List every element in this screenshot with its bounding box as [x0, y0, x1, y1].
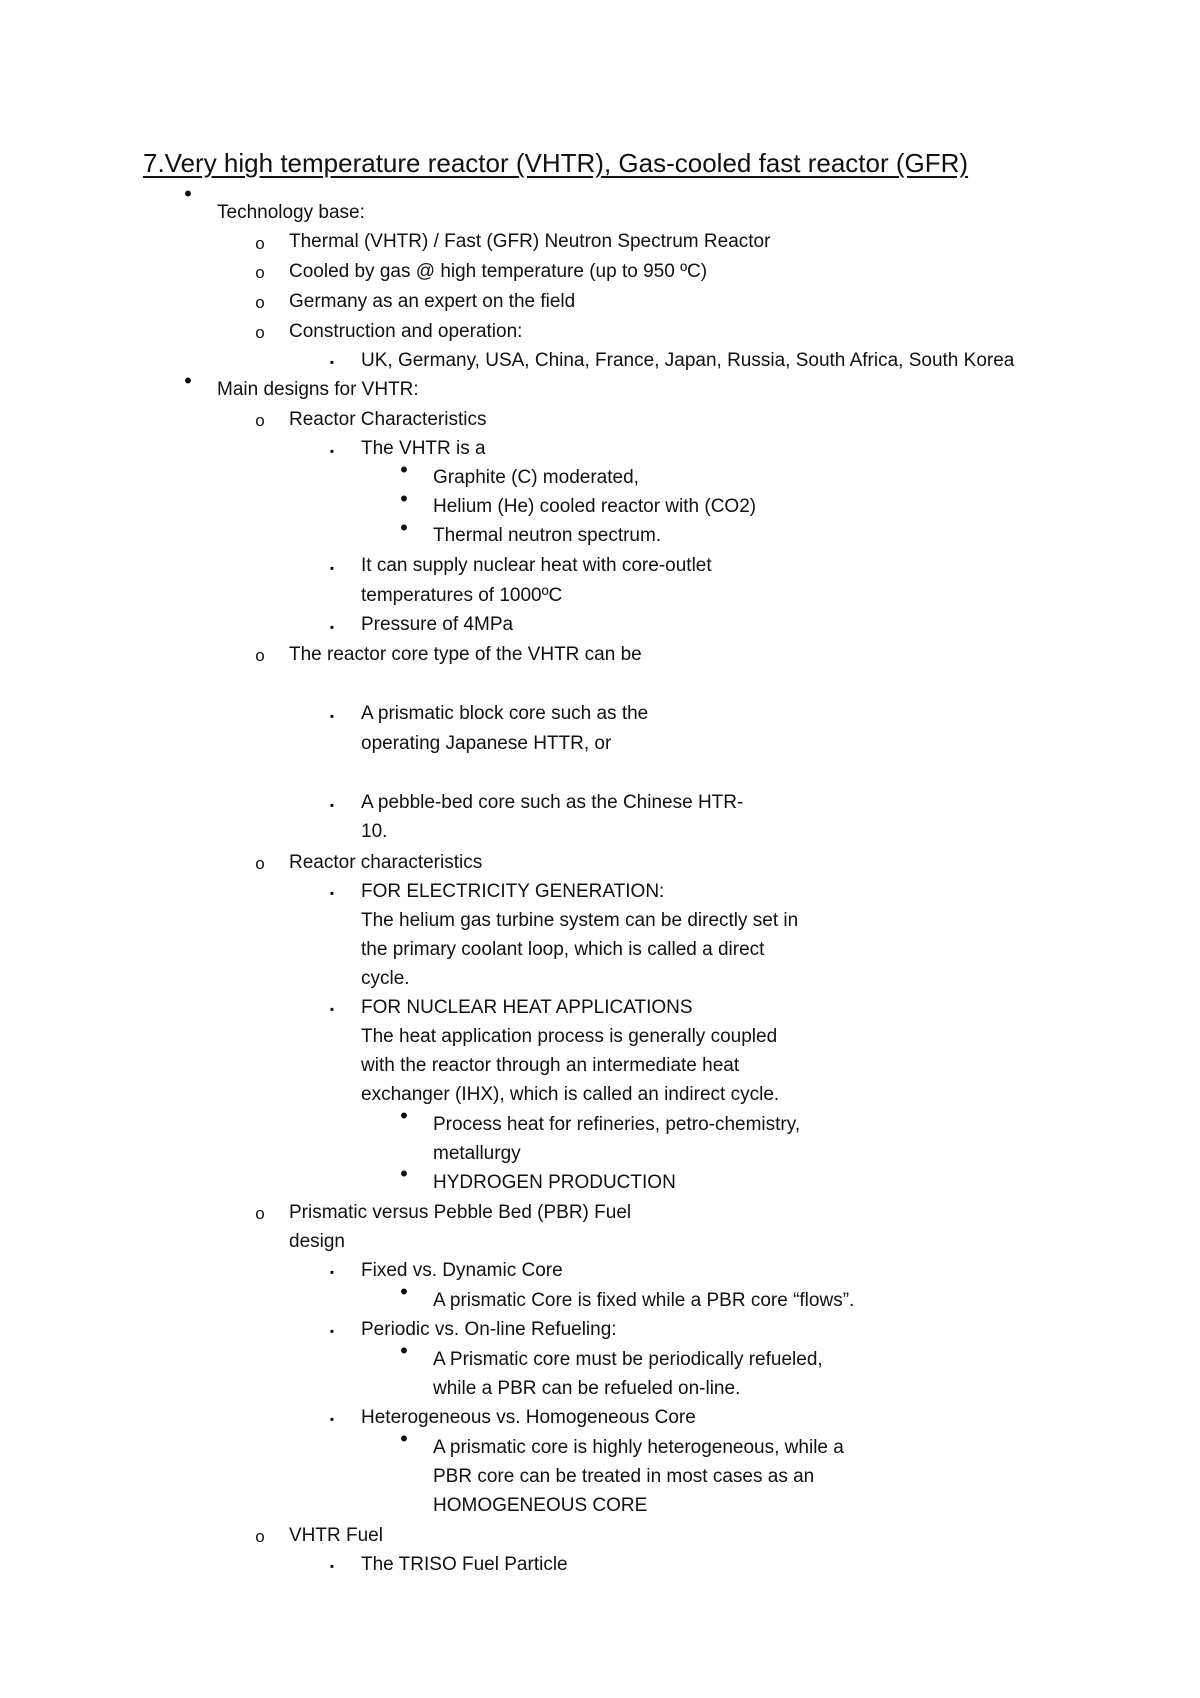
list-item: A pebble-bed core such as the Chinese HTR-: [361, 792, 744, 813]
list-item: The TRISO Fuel Particle: [361, 1554, 568, 1575]
bullet-level2: o: [255, 411, 265, 430]
list-item: Helium (He) cooled reactor with (CO2): [433, 496, 757, 517]
list-item-continuation: 10.: [361, 821, 388, 842]
list-item: A prismatic core is highly heterogeneous, while a: [433, 1437, 844, 1458]
list-item-continuation: HOMOGENEOUS CORE: [433, 1495, 648, 1516]
list-item-continuation: while a PBR can be refueled on-line.: [433, 1378, 741, 1399]
list-item-main-designs: Main designs for VHTR:: [217, 379, 419, 400]
list-item: HYDROGEN PRODUCTION: [433, 1172, 676, 1193]
list-item: Reactor characteristics: [289, 852, 483, 873]
list-item: Thermal neutron spectrum.: [433, 525, 662, 546]
list-item-continuation: The helium gas turbine system can be directly set in: [361, 910, 799, 931]
list-item: The VHTR is a: [361, 438, 486, 459]
list-item: FOR NUCLEAR HEAT APPLICATIONS: [361, 997, 693, 1018]
bullet-level4: •: [400, 1161, 408, 1186]
list-item: A prismatic Core is fixed while a PBR core “flows”.: [433, 1290, 855, 1311]
bullet-level2: o: [255, 293, 265, 312]
bullet-level3: ▪: [329, 1002, 335, 1016]
bullet-level2: o: [255, 854, 265, 873]
list-item: Prismatic versus Pebble Bed (PBR) Fuel: [289, 1202, 632, 1223]
list-item: Construction and operation:: [289, 321, 523, 342]
bullet-level3: ▪: [329, 1412, 335, 1426]
list-item-continuation: the primary coolant loop, which is called a direct: [361, 939, 765, 960]
list-item: Process heat for refineries, petro-chemistry,: [433, 1114, 801, 1135]
bullet-level4: •: [400, 486, 408, 511]
bullet-level4: •: [400, 457, 408, 482]
list-item: Graphite (C) moderated,: [433, 467, 639, 488]
list-item: A prismatic block core such as the: [361, 703, 649, 724]
list-item-technology-base: Technology base:: [217, 202, 365, 223]
bullet-level4: •: [400, 1338, 408, 1363]
bullet-level3: ▪: [329, 355, 335, 369]
bullet-level3: ▪: [329, 798, 335, 812]
list-item: Thermal (VHTR) / Fast (GFR) Neutron Spectrum Reactor: [289, 231, 771, 252]
bullet-level3: ▪: [329, 1559, 335, 1573]
list-item: Periodic vs. On-line Refueling:: [361, 1319, 617, 1340]
list-item: Germany as an expert on the field: [289, 291, 576, 312]
bullet-level3: ▪: [329, 886, 335, 900]
list-item-continuation: temperatures of 1000ºC: [361, 585, 563, 606]
list-item-continuation: exchanger (IHX), which is called an indirect cycle.: [361, 1084, 780, 1105]
bullet-level4: •: [400, 1426, 408, 1451]
list-item: FOR ELECTRICITY GENERATION:: [361, 881, 665, 902]
list-item: UK, Germany, USA, China, France, Japan, Russia, South Africa, South Korea: [361, 350, 1015, 371]
list-item: Cooled by gas @ high temperature (up to 950 ºC): [289, 261, 708, 282]
bullet-level3: ▪: [329, 1265, 335, 1279]
bullet-level3: ▪: [329, 561, 335, 575]
bullet-level4: •: [400, 515, 408, 540]
list-item: Fixed vs. Dynamic Core: [361, 1260, 563, 1281]
list-item-continuation: design: [289, 1231, 345, 1252]
bullet-level3: ▪: [329, 444, 335, 458]
list-item-continuation: cycle.: [361, 968, 410, 989]
section-title: 7.Very high temperature reactor (VHTR), Gas-cooled fast reactor (GFR): [143, 148, 969, 178]
list-item-continuation: operating Japanese HTTR, or: [361, 733, 612, 754]
bullet-level2: o: [255, 323, 265, 342]
list-item: Heterogeneous vs. Homogeneous Core: [361, 1407, 696, 1428]
bullet-level2: o: [255, 646, 265, 665]
bullet-level2: o: [255, 1527, 265, 1546]
list-item: Pressure of 4MPa: [361, 614, 514, 635]
bullet-level3: ▪: [329, 1324, 335, 1338]
bullet-level3: ▪: [329, 620, 335, 634]
list-item: A Prismatic core must be periodically refueled,: [433, 1349, 823, 1370]
bullet-level1: •: [184, 181, 192, 206]
bullet-level4: •: [400, 1279, 408, 1304]
bullet-level2: o: [255, 234, 265, 253]
list-item: VHTR Fuel: [289, 1525, 383, 1546]
bullet-level2: o: [255, 1204, 265, 1223]
bullet-level3: ▪: [329, 709, 335, 723]
list-item-continuation: with the reactor through an intermediate heat: [361, 1055, 740, 1076]
list-item: Reactor Characteristics: [289, 409, 487, 430]
bullet-level2: o: [255, 263, 265, 282]
bullet-level4: •: [400, 1103, 408, 1128]
list-item-continuation: metallurgy: [433, 1143, 521, 1164]
bullet-level1: •: [184, 368, 192, 393]
list-item-continuation: PBR core can be treated in most cases as an: [433, 1466, 815, 1487]
list-item: It can supply nuclear heat with core-outlet: [361, 555, 712, 576]
list-item-continuation: The heat application process is generally coupled: [361, 1026, 778, 1047]
list-item: The reactor core type of the VHTR can be: [289, 644, 642, 665]
